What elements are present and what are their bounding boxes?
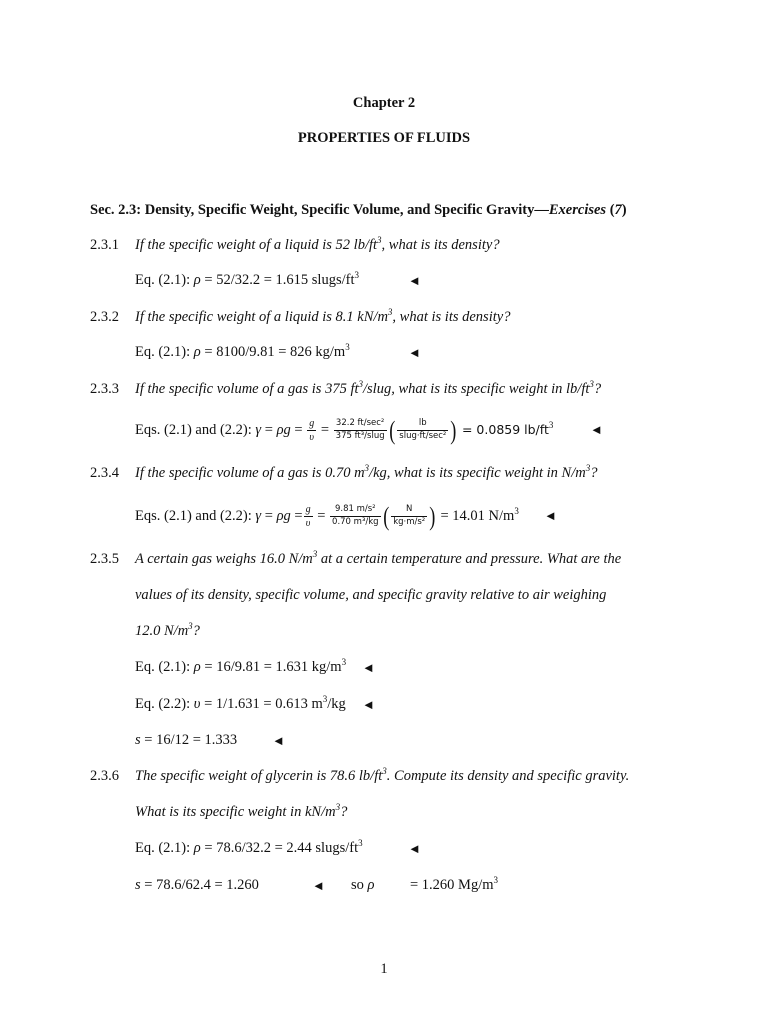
upsilon-symbol: υ (193, 696, 201, 712)
chapter-title: Chapter 2 (352, 95, 416, 111)
problem-answer (135, 498, 519, 534)
problem-answer (135, 694, 346, 712)
s-symbol: s (135, 732, 141, 748)
answer-text: = 1.260 Mg/m (410, 877, 494, 893)
fraction-numerator: g (304, 504, 313, 518)
answer-text: = 8100/9.81 = 826 kg/m (200, 344, 346, 360)
superscript: 3 (354, 270, 359, 280)
page-number: 1 (380, 961, 388, 977)
question-text: What is its specific weight in kN/m (135, 804, 336, 820)
rho-symbol: ρ (193, 272, 201, 288)
section-count: 7 (614, 202, 622, 218)
answer-text: = 16/9.81 = 1.631 kg/m (200, 659, 342, 675)
answer-text: so (351, 877, 368, 893)
answer-arrow-icon: ◄ (408, 273, 421, 288)
problem-question (135, 463, 598, 481)
problem-answer (135, 878, 259, 893)
answer-text: = 1/1.631 = 0.613 m (200, 696, 323, 712)
problem-answer (135, 657, 347, 675)
problem-answer (135, 838, 363, 856)
problem-answer (135, 733, 237, 748)
superscript: 3 (312, 549, 318, 559)
problem-answer (135, 412, 553, 448)
fraction-values (330, 505, 381, 528)
problem-question-line (135, 549, 622, 567)
problem-question (135, 379, 602, 397)
fraction-units (391, 505, 427, 528)
fraction-numerator: N (391, 505, 427, 517)
superscript: 3 (387, 307, 393, 317)
question-text: ? (590, 465, 598, 481)
fraction-g-over-v (304, 504, 313, 530)
question-text: ? (340, 804, 348, 820)
answer-text: = 16/12 = 1.333 (140, 732, 238, 748)
problem-answer (135, 342, 350, 360)
problem-answer (135, 270, 359, 288)
problem-question (135, 307, 511, 325)
problem-number: 2.3.6 (90, 768, 119, 784)
answer-text: = 78.6/62.4 = 1.260 (140, 877, 259, 893)
superscript: 3 (335, 802, 341, 812)
answer-text: Eq. (2.1): (135, 840, 194, 856)
so-rho-value (410, 875, 499, 893)
section-count-close: ) (621, 202, 627, 218)
question-text: The specific weight of glycerin is 78.6 lb/ft (135, 768, 383, 784)
problem-question-line: values of its density, specific volume, and specific gravity relative to air weighing (135, 587, 607, 603)
fraction-numerator: 32.2 ft/sec² (334, 419, 387, 431)
question-text: /kg, what is its specific weight in N/m (369, 465, 586, 481)
answer-arrow-icon: ◄ (362, 660, 375, 675)
answer-result: = 0.0859 lb/ft (458, 422, 549, 437)
rho-g-symbol: ρg (276, 422, 291, 438)
question-text: A certain gas weighs 16.0 N/m (135, 551, 313, 567)
chapter-subtitle: PROPERTIES OF FLUIDS (297, 130, 471, 146)
section-heading (90, 203, 627, 218)
superscript: 3 (345, 342, 350, 352)
answer-arrow-icon: ◄ (272, 733, 285, 748)
superscript: 3 (548, 420, 554, 430)
superscript: 3 (382, 766, 387, 776)
fraction-denominator: kg·m/s² (393, 517, 426, 528)
superscript: 3 (341, 657, 347, 667)
fraction-units (397, 419, 448, 442)
so-rho-label (351, 878, 375, 893)
question-text: at a certain temperature and pressure. What are the (317, 551, 622, 567)
problem-question-line (135, 802, 348, 820)
superscript: 3 (585, 463, 591, 473)
fraction-denominator: υ (309, 432, 315, 444)
section-exercises-word: Exercises (548, 202, 607, 218)
problem-question-line (135, 766, 630, 784)
answer-text: /kg (327, 696, 346, 712)
answer-text: Eqs. (2.1) and (2.2): (135, 508, 256, 524)
equals-sign: = (290, 508, 303, 524)
rho-symbol: ρ (193, 659, 201, 675)
gamma-symbol: γ (255, 422, 262, 438)
question-text: ? (593, 381, 602, 397)
question-text: . Compute its density and specific gravity. (386, 768, 630, 784)
superscript: 3 (364, 463, 370, 473)
fraction-numerator: lb (397, 419, 448, 431)
question-text: /slug, what is its specific weight in lb/ft (363, 381, 590, 397)
fraction-denominator: υ (305, 518, 311, 530)
fraction-g-over-v (307, 418, 316, 444)
superscript: 3 (322, 694, 328, 704)
equals-sign: = (313, 508, 330, 524)
question-text: If the specific weight of a liquid is 52 lb/ft (135, 237, 378, 253)
equals-sign: = (261, 422, 277, 438)
answer-arrow-icon: ◄ (544, 508, 557, 523)
problem-number: 2.3.1 (90, 237, 119, 253)
answer-text: Eq. (2.1): (135, 659, 194, 675)
question-text: , what is its density? (392, 309, 511, 325)
answer-arrow-icon: ◄ (408, 345, 421, 360)
superscript: 3 (377, 235, 382, 245)
superscript: 3 (493, 875, 499, 885)
rho-symbol: ρ (367, 877, 375, 893)
problem-number: 2.3.3 (90, 381, 119, 397)
question-text: , what is its density? (381, 237, 500, 253)
answer-text: = 52/32.2 = 1.615 slugs/ft (200, 272, 355, 288)
problem-question-line (135, 621, 200, 639)
gamma-symbol: γ (255, 508, 262, 524)
fraction-denominator: 0.70 m³/kg (332, 517, 379, 528)
question-text: ? (192, 623, 200, 639)
section-label: Sec. 2.3: Density, Specific Weight, Specific Volume, and Specific Gravity— (90, 202, 549, 218)
answer-text: = 78.6/32.2 = 2.44 slugs/ft (200, 840, 359, 856)
rho-symbol: ρ (193, 840, 201, 856)
s-symbol: s (135, 877, 141, 893)
superscript: 3 (188, 621, 193, 631)
equals-sign: = (261, 508, 277, 524)
open-paren: ( (388, 415, 395, 445)
close-paren: ) (429, 501, 436, 531)
problem-question (135, 235, 500, 253)
answer-arrow-icon: ◄ (408, 841, 421, 856)
fraction-values (334, 419, 387, 442)
problem-number: 2.3.2 (90, 309, 119, 325)
answer-arrow-icon: ◄ (590, 422, 603, 437)
superscript: 3 (514, 506, 519, 516)
close-paren: ) (450, 415, 457, 445)
answer-text: Eq. (2.2): (135, 696, 194, 712)
fraction-numerator: 9.81 m/s² (330, 505, 381, 517)
fraction-denominator: slug·ft/sec² (399, 431, 447, 442)
question-text: If the specific volume of a gas is 375 ft (135, 381, 359, 397)
answer-arrow-icon: ◄ (312, 878, 325, 893)
question-text: If the specific weight of a liquid is 8.1 kN/m (135, 309, 388, 325)
open-paren: ( (382, 501, 389, 531)
problem-number: 2.3.4 (90, 465, 119, 481)
superscript: 3 (358, 379, 364, 389)
section-count-open: ( (606, 202, 615, 218)
answer-text: Eq. (2.1): (135, 344, 194, 360)
answer-text: Eqs. (2.1) and (2.2): (135, 422, 256, 438)
question-text: 12.0 N/m (135, 623, 189, 639)
superscript: 3 (358, 838, 363, 848)
answer-result: = 14.01 N/m (436, 508, 515, 524)
question-text: If the specific volume of a gas is 0.70 m (135, 465, 365, 481)
equals-sign: = (290, 422, 307, 438)
fraction-numerator: g (307, 418, 316, 432)
problem-number: 2.3.5 (90, 551, 119, 567)
equals-sign: = (317, 422, 333, 438)
answer-arrow-icon: ◄ (362, 697, 375, 712)
rho-g-symbol: ρg (276, 508, 291, 524)
answer-text: Eq. (2.1): (135, 272, 194, 288)
superscript: 3 (589, 379, 594, 389)
rho-symbol: ρ (193, 344, 201, 360)
fraction-denominator: 375 ft³/slug (335, 431, 385, 442)
